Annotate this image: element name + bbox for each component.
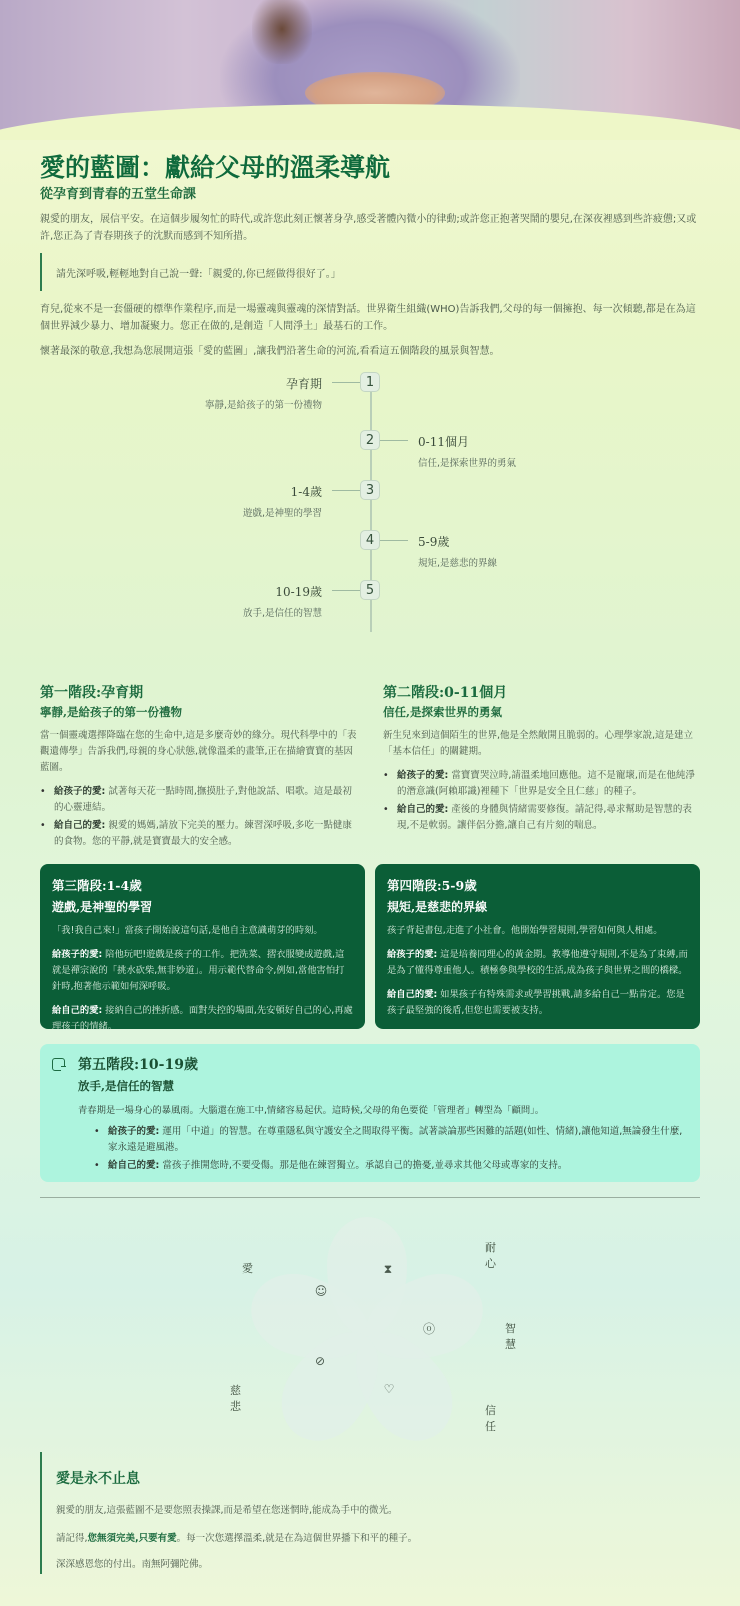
owl-icon: ⓞ <box>422 1322 435 1336</box>
timeline-connector <box>380 440 408 441</box>
stage5-bullet-self: • 給自己的愛: 當孩子推開您時,不要受傷。那是他在練習獨立。承認自己的擔憂,並尋求其他父母或專家的支持。 <box>94 1158 684 1174</box>
intro-quote: 請先深呼吸,輕輕地對自己說一聲:「親愛的,你已經做得很好了。」 <box>40 253 700 291</box>
timeline-desc-4: 規矩,是慈悲的界線 <box>418 558 498 569</box>
stage3-heading: 第三階段:1-4歲 <box>52 878 142 893</box>
stage3-child-love: 給孩子的愛: 陪他玩吧!遊戲是孩子的工作。把洗菜、摺衣服變成遊戲,這就是禪宗說的「挑水砍柴,無非妙道」。用示範代替命令,例如,當他害怕打針時,抱著他示範如何深呼吸。 <box>52 949 345 992</box>
page-title: 愛的藍圖：獻給父母的溫柔導航 <box>40 153 391 182</box>
timeline-title-2: 0-11個月 <box>418 435 469 449</box>
timeline-title-1: 孕育期 <box>285 377 322 391</box>
timeline-connector <box>332 382 360 383</box>
flower-label-trust: 信任 <box>485 1404 496 1433</box>
timeline-node-4: 4 <box>360 530 380 550</box>
compass-icon: ⊘ <box>314 1354 326 1368</box>
timeline-title-4: 5-9歲 <box>418 535 450 549</box>
closing-paragraph-3: 深深感恩您的付出。南無阿彌陀佛。 <box>56 1559 209 1570</box>
stage2-heading: 第二階段:0-11個月 <box>383 685 508 701</box>
timeline-node-5: 5 <box>360 580 380 600</box>
timeline-title-5: 10-19歲 <box>275 585 322 599</box>
stage5-paragraph: 青春期是一場身心的暴風雨。大腦還在施工中,情緒容易起伏。這時候,父母的角色要從「管理者」轉型為「顧問」。 <box>78 1105 545 1116</box>
hero-image <box>0 0 740 140</box>
timeline-connector <box>332 590 360 591</box>
stage5-subheading: 放手,是信任的智慧 <box>78 1079 175 1093</box>
stage5-heading: 第五階段:10-19歲 <box>78 1057 198 1073</box>
intro-paragraph-3: 懷著最深的敬意,我想為您展開這張「愛的藍圖」,讓我們沿著生命的河流,看看這五個階段的風景與智慧。 <box>40 346 500 357</box>
stage4-heading: 第四階段:5-9歲 <box>387 878 477 893</box>
stage1-bullet-child: • 給孩子的愛: 試著每天花一點時間,撫摸肚子,對他說話、唱歌。這是最初的心靈連結。 <box>40 784 358 816</box>
closing-section <box>40 1452 700 1574</box>
flower-label-wisdom: 智慧 <box>505 1322 516 1351</box>
closing-paragraph-1: 親愛的朋友,這張藍圖不是要您照表操課,而是希望在您迷惘時,能成為手中的微光。 <box>56 1505 398 1516</box>
stage4-child-love: 給孩子的愛: 這是培養同理心的黃金期。教導他遵守規則,不是為了束縛,而是為了懂得尊重他人。積極參與學校的生活,成為孩子與世界之間的橋樑。 <box>387 949 688 976</box>
timeline-desc-2: 信任,是探索世界的勇氣 <box>418 458 517 469</box>
flower-label-patience: 耐心 <box>485 1241 496 1270</box>
timeline-node-3: 3 <box>360 480 380 500</box>
hands-heart-icon: ♡ <box>383 1382 395 1396</box>
stage1-heading: 第一階段:孕育期 <box>40 685 144 701</box>
stage5-card <box>40 1044 700 1182</box>
flower-label-compassion: 慈悲 <box>230 1384 241 1413</box>
note-icon <box>52 1058 65 1071</box>
stage2-subheading: 信任,是探索世界的勇氣 <box>383 705 503 719</box>
stage3-card <box>40 864 365 1032</box>
timeline-node-1: 1 <box>360 372 380 392</box>
stage1-subheading: 寧靜,是給孩子的第一份禮物 <box>40 705 183 719</box>
intro-paragraph-2: 育兒,從來不是一套僵硬的標準作業程序,而是一場靈魂與靈魂的深情對話。世界衛生組織(WHO)告訴我們,父母的每一個擁抱、每一次傾聽,都是在為這個世界減少暴力、增加凝聚力。您正在做的,是創造「人間淨土」最基石的工作。 <box>40 304 696 332</box>
hero-hair <box>252 0 312 64</box>
timeline-desc-1: 寧靜,是給孩子的第一份禮物 <box>204 400 322 411</box>
hero-wave-divider <box>0 104 740 140</box>
timeline-desc-5: 放手,是信任的智慧 <box>242 608 322 619</box>
timeline-desc-3: 遊戲,是神聖的學習 <box>242 508 322 519</box>
smile-face-icon: ☺ <box>314 1284 328 1298</box>
stage3-self-love: 給自己的愛: 接納自己的挫折感。面對失控的場面,先安頓好自己的心,再處理孩子的情緒。 <box>52 1005 353 1032</box>
flower-label-love: 愛 <box>242 1262 253 1275</box>
timeline-title-3: 1-4歲 <box>290 485 322 499</box>
stage3-paragraph: 「我!我自己來!」當孩子開始說這句話,是他自主意識萌芽的時刻。 <box>52 925 323 936</box>
timeline-connector <box>380 540 408 541</box>
stage1-bullet-self: • 給自己的愛: 親愛的媽媽,請放下完美的壓力。練習深呼吸,多吃一點健康的食物。您的平靜,就是寶寶最大的安全感。 <box>40 818 358 850</box>
stage2-paragraph: 新生兒來到這個陌生的世界,他是全然敞開且脆弱的。心理學家說,這是建立「基本信任」的關鍵期。 <box>383 730 694 757</box>
intro-paragraph-1: 親愛的朋友，展信平安。在這個步履匆忙的時代,或許您此刻正懷著身孕,感受著體內微小的律動;或許您正抱著哭鬧的嬰兒,在深夜裡感到些許疲憊;又或許,您正為了青春期孩子的沈默而感到不知所措。 <box>40 214 697 242</box>
timeline-node-2: 2 <box>360 430 380 450</box>
stage4-self-love: 給自己的愛: 如果孩子有特殊需求或學習挑戰,請多給自己一點肯定。您是孩子最堅強的後盾,但您也需要被支持。 <box>387 989 685 1016</box>
stage4-card <box>375 864 700 1029</box>
stage4-paragraph: 孩子背起書包,走進了小社會。他開始學習規則,學習如何與人相處。 <box>387 925 663 936</box>
hourglass-icon: ⧗ <box>383 1262 393 1276</box>
stage3-subheading: 遊戲,是神聖的學習 <box>52 900 153 914</box>
stage5-bullet-child: • 給孩子的愛: 運用「中道」的智慧。在尊重隱私與守護安全之間取得平衡。試著談論那些困難的話題(如性、情緒),讓他知道,無論發生什麼,家永遠是避風港。 <box>94 1124 684 1156</box>
stage4-subheading: 規矩,是慈悲的界線 <box>387 900 488 914</box>
closing-heading: 愛是永不止息 <box>56 1471 140 1487</box>
closing-paragraph-2: 請記得,您無須完美,只要有愛。每一次您選擇溫柔,就是在為這個世界播下和平的種子。 <box>56 1533 418 1544</box>
stage2-bullet-self: • 給自己的愛: 產後的身體與情緒需要修復。請記得,尋求幫助是智慧的表現,不是軟弱。讓伴侶分擔,讓自己有片刻的喘息。 <box>383 802 701 834</box>
stage1-paragraph: 當一個靈魂選擇降臨在您的生命中,這是多麼奇妙的緣分。現代科學中的「表觀遺傳學」告訴我們,母親的身心狀態,就像溫柔的畫筆,正在描繪寶寶的基因藍圖。 <box>40 730 357 773</box>
stage2-bullet-child: • 給孩子的愛: 當寶寶哭泣時,請溫柔地回應他。這不是寵壞,而是在他純淨的潛意識(阿賴耶識)裡種下「世界是安全且仁慈」的種子。 <box>383 768 701 800</box>
timeline-connector <box>332 490 360 491</box>
page-subtitle: 從孕育到青春的五堂生命課 <box>40 187 197 202</box>
section-divider <box>40 1197 700 1198</box>
